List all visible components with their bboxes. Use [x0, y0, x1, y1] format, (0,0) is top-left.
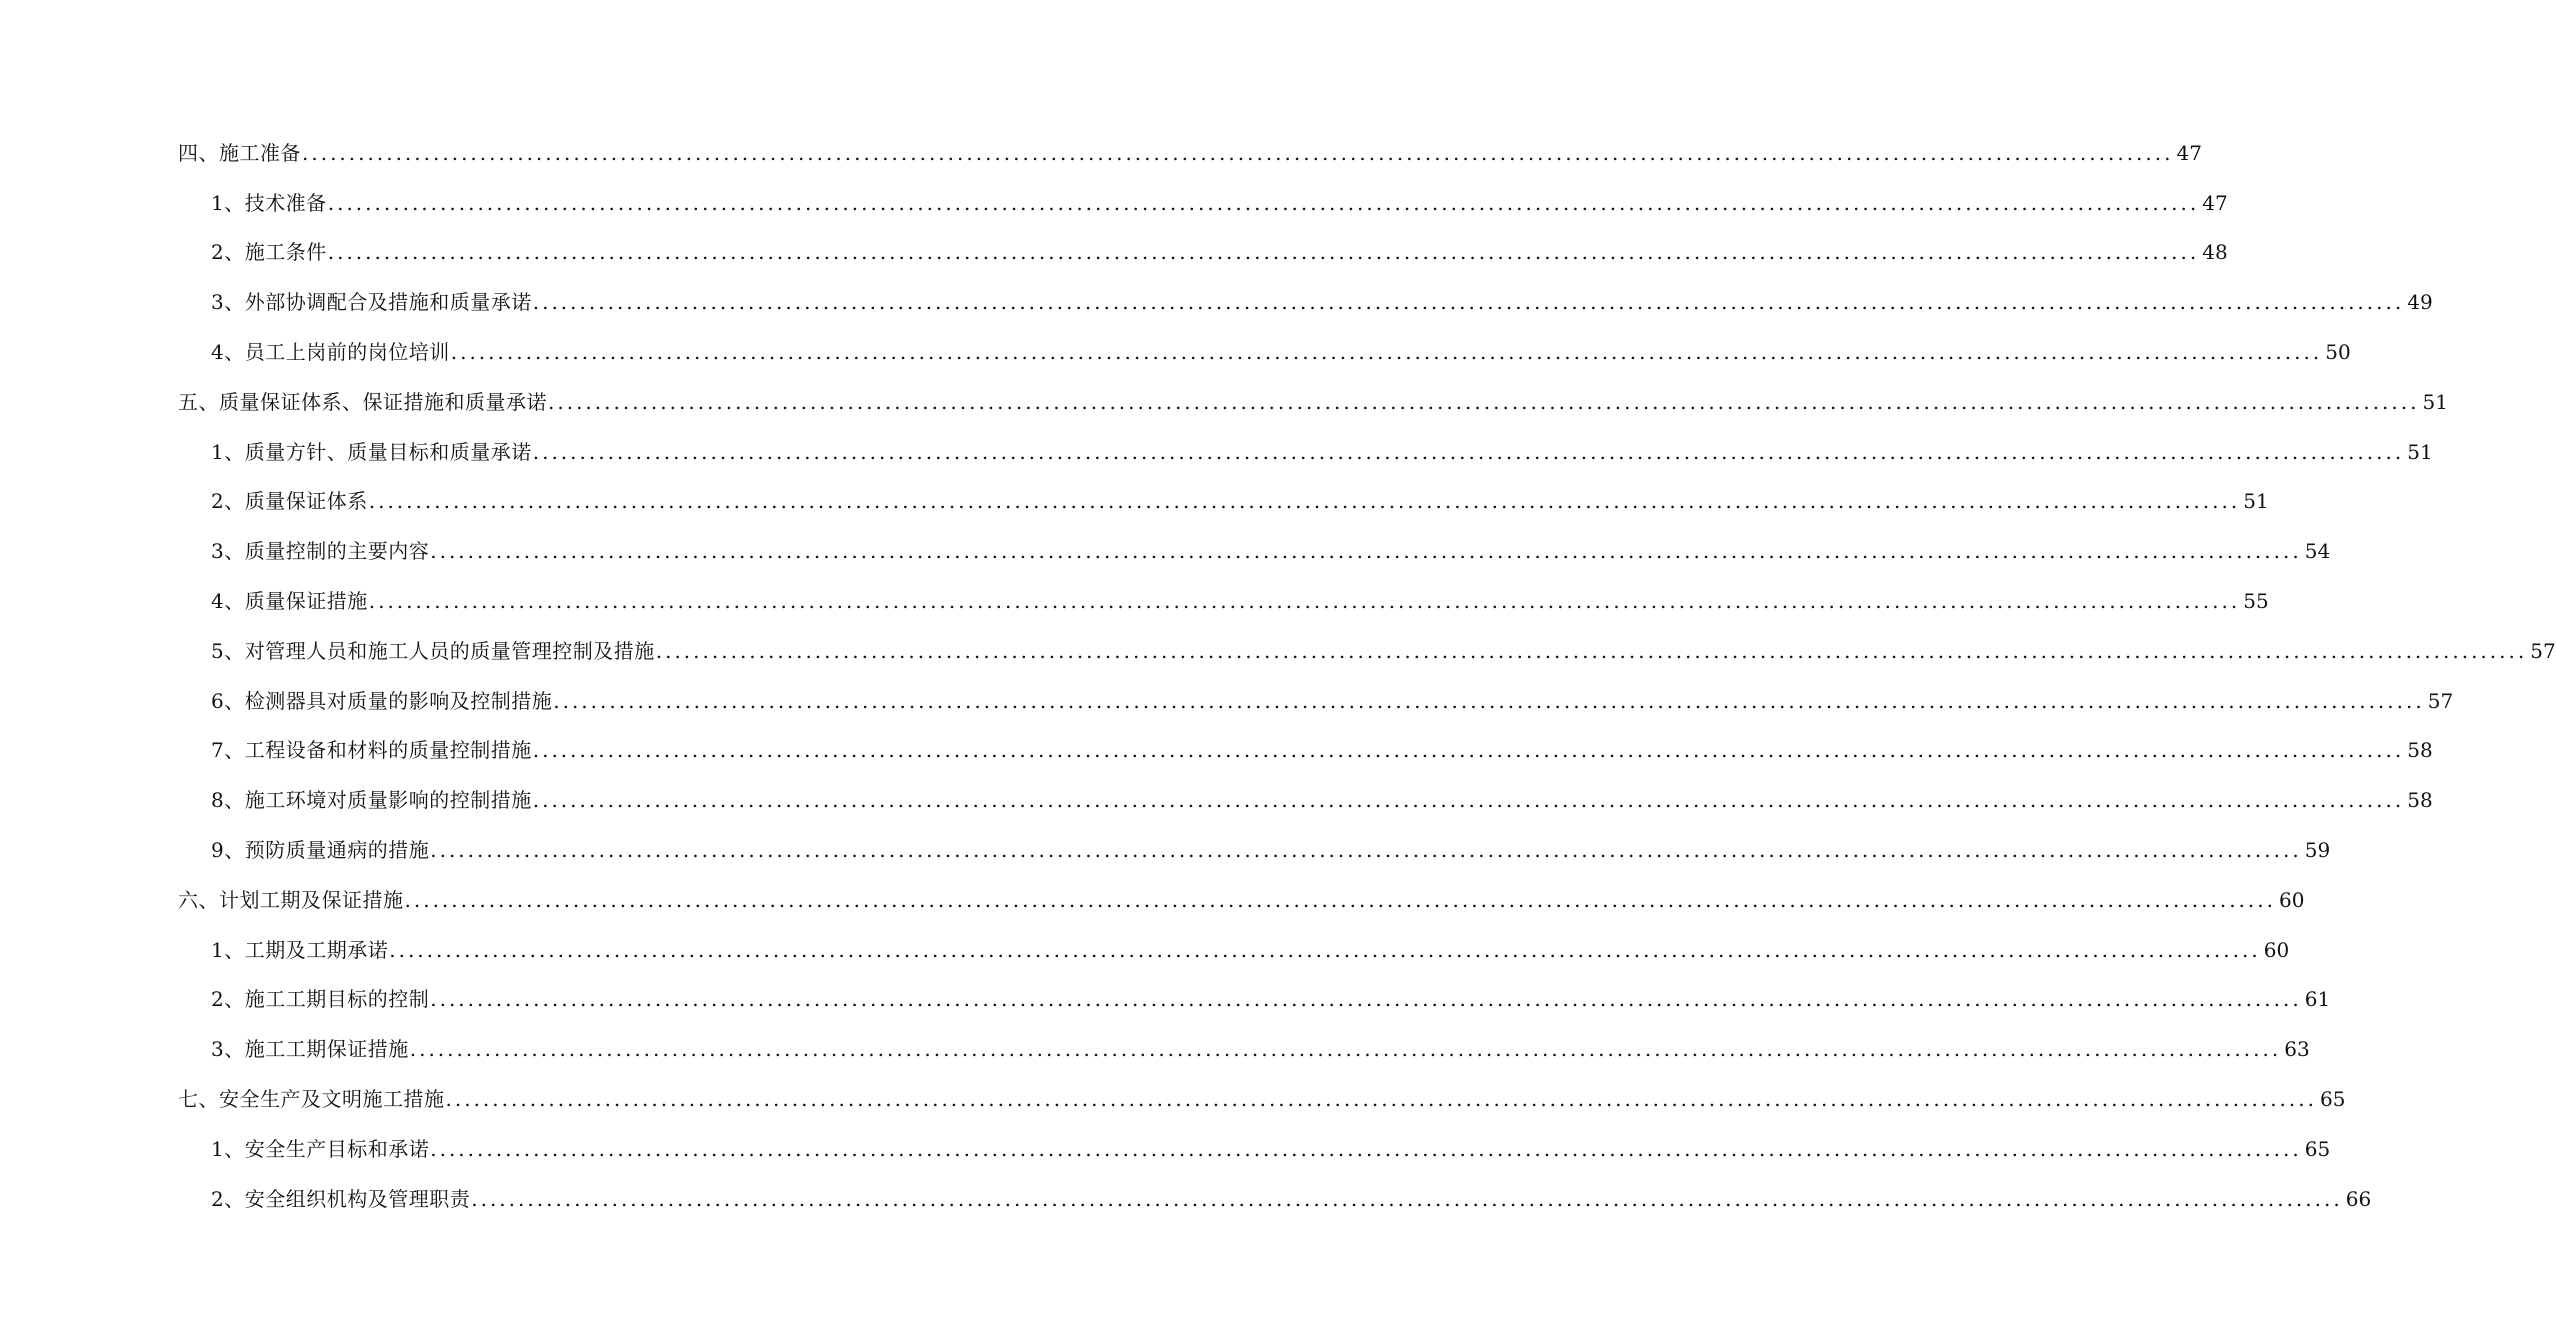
toc-entry[interactable]	[0, 128, 2202, 178]
toc-leader-dots: ........................................................................................................................................................................................................	[404, 887, 2276, 912]
toc-entry-page: 51	[2407, 439, 2433, 464]
toc-entry-title: 1、工期及工期承诺	[211, 937, 389, 962]
toc-leader-dots: ........................................................................................................................................................................................................	[409, 1037, 2282, 1062]
toc-entry-page: 58	[2407, 738, 2433, 763]
toc-entry-page: 61	[2304, 987, 2331, 1012]
toc-entry-title: 1、技术准备	[211, 190, 327, 215]
table-of-contents	[0, 128, 2556, 1224]
toc-entry-title: 4、质量保证措施	[211, 589, 368, 614]
toc-entry[interactable]	[0, 277, 2433, 327]
toc-entry[interactable]	[0, 377, 2448, 427]
toc-entry-page: 51	[2243, 489, 2269, 514]
toc-leader-dots: ........................................................................................................................................................................................................	[389, 937, 2261, 962]
toc-entry-title: 六、计划工期及保证措施	[178, 887, 404, 912]
toc-entry-page: 60	[2263, 937, 2290, 962]
toc-leader-dots: ........................................................................................................................................................................................................	[430, 987, 2302, 1012]
toc-entry-page: 48	[2202, 240, 2228, 265]
toc-leader-dots: ........................................................................................................................................................................................................	[430, 1136, 2302, 1161]
toc-entry-page: 65	[2319, 1087, 2346, 1112]
toc-entry-title: 四、施工准备	[178, 140, 301, 165]
toc-entry-page: 65	[2304, 1136, 2331, 1161]
toc-entry-page: 57	[2427, 688, 2454, 713]
toc-entry-title: 2、施工工期目标的控制	[211, 987, 430, 1012]
toc-entry[interactable]	[0, 726, 2433, 776]
toc-entry[interactable]	[0, 825, 2331, 875]
toc-entry-page: 47	[2202, 190, 2228, 215]
toc-entry-page: 58	[2407, 788, 2433, 813]
toc-entry[interactable]	[0, 327, 2351, 377]
toc-leader-dots: ........................................................................................................................................................................................................	[368, 489, 2241, 514]
toc-entry-title: 5、对管理人员和施工人员的质量管理控制及措施	[211, 638, 655, 663]
toc-entry-title: 3、外部协调配合及措施和质量承诺	[211, 290, 532, 315]
toc-leader-dots: ........................................................................................................................................................................................................	[532, 439, 2405, 464]
toc-leader-dots: ........................................................................................................................................................................................................	[445, 1087, 2317, 1112]
toc-leader-dots: ........................................................................................................................................................................................................	[430, 539, 2302, 564]
toc-entry-page: 51	[2422, 389, 2448, 414]
toc-entry[interactable]	[0, 178, 2228, 228]
toc-leader-dots: ........................................................................................................................................................................................................	[532, 290, 2405, 315]
toc-entry-page: 50	[2325, 340, 2351, 365]
toc-entry-page: 55	[2243, 589, 2269, 614]
toc-entry-title: 3、质量控制的主要内容	[211, 539, 430, 564]
toc-entry[interactable]	[0, 775, 2433, 825]
toc-entry-page: 63	[2284, 1037, 2310, 1062]
toc-leader-dots: ........................................................................................................................................................................................................	[532, 738, 2405, 763]
toc-entry-page: 59	[2304, 838, 2331, 863]
toc-entry-page: 54	[2304, 539, 2331, 564]
toc-leader-dots: ........................................................................................................................................................................................................	[302, 140, 2174, 165]
toc-entry[interactable]	[0, 526, 2331, 576]
toc-leader-dots: ........................................................................................................................................................................................................	[430, 838, 2302, 863]
toc-entry[interactable]	[0, 1074, 2346, 1124]
toc-entry[interactable]	[0, 925, 2290, 975]
toc-leader-dots: ........................................................................................................................................................................................................	[327, 240, 2200, 265]
toc-entry[interactable]	[0, 576, 2269, 626]
toc-leader-dots: ........................................................................................................................................................................................................	[368, 589, 2241, 614]
toc-leader-dots: ........................................................................................................................................................................................................	[471, 1186, 2343, 1211]
toc-entry[interactable]	[0, 1124, 2331, 1174]
toc-entry[interactable]	[0, 1024, 2310, 1074]
toc-entry-title: 2、安全组织机构及管理职责	[211, 1186, 471, 1211]
toc-leader-dots: ........................................................................................................................................................................................................	[655, 638, 2528, 663]
toc-entry-title: 2、质量保证体系	[211, 489, 368, 514]
toc-entry-page: 57	[2530, 638, 2556, 663]
toc-entry[interactable]	[0, 427, 2433, 477]
toc-entry-title: 1、安全生产目标和承诺	[211, 1136, 430, 1161]
toc-entry-title: 五、质量保证体系、保证措施和质量承诺	[178, 389, 547, 414]
toc-entry[interactable]	[0, 477, 2269, 527]
toc-entry-title: 2、施工条件	[211, 240, 327, 265]
toc-leader-dots: ........................................................................................................................................................................................................	[548, 389, 2420, 414]
toc-leader-dots: ........................................................................................................................................................................................................	[327, 190, 2200, 215]
toc-entry-page: 60	[2278, 887, 2305, 912]
toc-entry-page: 49	[2407, 290, 2433, 315]
toc-leader-dots: ........................................................................................................................................................................................................	[553, 688, 2425, 713]
toc-entry-page: 66	[2345, 1186, 2372, 1211]
toc-entry[interactable]	[0, 1174, 2372, 1224]
toc-entry[interactable]	[0, 875, 2305, 925]
toc-entry-title: 7、工程设备和材料的质量控制措施	[211, 738, 532, 763]
toc-entry-title: 3、施工工期保证措施	[211, 1037, 409, 1062]
toc-entry[interactable]	[0, 228, 2228, 278]
toc-entry[interactable]	[0, 626, 2556, 676]
toc-entry-title: 1、质量方针、质量目标和质量承诺	[211, 439, 532, 464]
toc-entry-title: 8、施工环境对质量影响的控制措施	[211, 788, 532, 813]
toc-leader-dots: ........................................................................................................................................................................................................	[532, 788, 2405, 813]
toc-entry-title: 七、安全生产及文明施工措施	[178, 1087, 445, 1112]
toc-entry-title: 4、员工上岗前的岗位培训	[211, 340, 450, 365]
toc-entry-page: 47	[2176, 140, 2202, 165]
toc-entry[interactable]	[0, 975, 2331, 1025]
toc-entry-title: 6、检测器具对质量的影响及控制措施	[211, 688, 553, 713]
toc-leader-dots: ........................................................................................................................................................................................................	[450, 340, 2323, 365]
toc-entry[interactable]	[0, 676, 2454, 726]
toc-entry-title: 9、预防质量通病的措施	[211, 838, 430, 863]
